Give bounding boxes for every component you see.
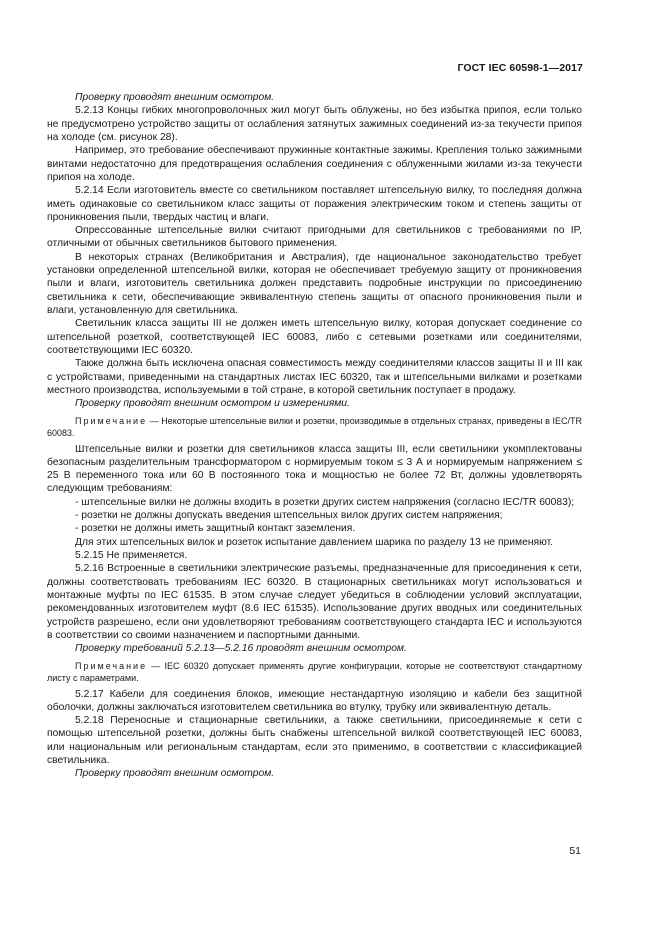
paragraph: Проверку требований 5.2.13—5.2.16 проводят внешним осмотром. bbox=[75, 643, 407, 655]
list-item: - розетки не должны допускать введения штепсельных вилок других систем напряжения; bbox=[75, 510, 503, 522]
paragraph: 5.2.14 Если изготовитель вместе со светильником поставляет штепсельную вилку, то последняя должна иметь одинаковые со светильником класс защиты от поражения электрическим током и степень защиты от проникновения пыли, твердых частиц и влаги. bbox=[47, 185, 582, 223]
paragraph: 5.2.18 Переносные и стационарные светильники, а также светильники, присоединяемые к сети с помощью штепсельной розетки, должны быть снабжены штепсельной вилкой соответствующей IEC 60083, или национальным или региональным стандартам, если это применимо, в соответствии с классификацией светильника. bbox=[47, 715, 582, 767]
paragraph: Светильник класса защиты III не должен иметь штепсельную вилку, которая допускает соединение со штепсельной розеткой, соответствующей IEC 60083, либо с сетевыми розетками или соединителями, соответствующими IEC 60320. bbox=[47, 318, 582, 356]
note-text: — IEC 60320 допускает применять другие конфигурации, которые не соответствуют стандартному листу с параметрами. bbox=[47, 660, 582, 683]
paragraph: 5.2.13 Концы гибких многопроволочных жил могут быть облужены, но без избытка припоя, если только не предусмотрено устройство защиты от ослабления затянутых зажимных соединений из-за текучести припоя на холоде (см. рисунок 28). bbox=[47, 105, 582, 143]
note-label: Примечание bbox=[75, 660, 148, 671]
paragraph: 5.2.15 Не применяется. bbox=[75, 550, 188, 561]
note-label: Примечание bbox=[75, 415, 148, 426]
list-item: - розетки не должны иметь защитный контакт заземления. bbox=[75, 523, 356, 535]
paragraph: В некоторых странах (Великобритания и Австралия), где национальное законодательство требует установки определенной штепсельной вилки, которая не обеспечивает требуемую защиту от проникновения пыли и влаги, изготовитель светильника должен представить подробные инструкции по присоединению светильника к сети, обеспечивающие эквивалентную степень защиты от опасного проникновения пыли и влаги, установленную для светильника. bbox=[47, 251, 582, 316]
note-text: — Некоторые штепсельные вилки и розетки, производимые в отдельных странах, приведены в IEC/TR 60083. bbox=[47, 415, 582, 438]
note bbox=[47, 660, 582, 684]
list-item: - штепсельные вилки не должны входить в розетки других систем напряжения (согласно IEC/TR 60083); bbox=[75, 496, 575, 508]
paragraph: Проверку проводят внешним осмотром и измерениями. bbox=[75, 398, 350, 410]
paragraph: Опрессованные штепсельные вилки считают пригодными для светильников с требованиями по IP, отличными от обычных светильников бытового применения. bbox=[47, 225, 582, 250]
page-number: 51 bbox=[569, 845, 581, 857]
paragraph: Проверку проводят внешним осмотром. bbox=[75, 768, 275, 780]
paragraph: Проверку проводят внешним осмотром. bbox=[75, 92, 275, 103]
note bbox=[47, 415, 582, 439]
paragraph: 5.2.16 Встроенные в светильники электрические разъемы, предназначенные для присоединения к сети, должны соответствовать требованиям IEC 60320. В стационарных светильниках могут использоваться и монтажные муфты по IEC 61535. В этом случае следует убедиться в соблюдении условий эксплуатации, рекомендованных изготовителем муфт (8.6 IEC 61535). Использование других вводных или соединительных устройств разрешено, если они удовлетворяют требованиям соответствующего стандарта IEC и используются в соответствии со своими назначением и паспортными данными. bbox=[47, 563, 582, 641]
paragraph: Для этих штепсельных вилок и розеток испытание давлением шарика по разделу 13 не применяют. bbox=[75, 536, 554, 548]
paragraph: Например, это требование обеспечивают пружинные контактные зажимы. Крепления только зажимными винтами недостаточно для предотвращения ослабления соединения с облуженными жилами из-за текучести припоя на холоде. bbox=[47, 145, 582, 183]
paragraph: 5.2.17 Кабели для соединения блоков, имеющие нестандартную изоляцию и кабели без защитной оболочки, должны заключаться изготовителем светильника во втулку, трубку или эквивалентную деталь. bbox=[47, 688, 582, 713]
standard-header: ГОСТ IEC 60598-1—2017 bbox=[457, 62, 583, 74]
paragraph: Также должна быть исключена опасная совместимость между соединителями классов защиты II и III как с устройствами, приведенными на стандартных листах IEC 60320, так и штепсельными вилками и розетками местного производства, используемыми в той стране, в которой светильник поступает в продажу. bbox=[47, 358, 582, 396]
document-body bbox=[47, 91, 582, 781]
paragraph: Штепсельные вилки и розетки для светильников класса защиты III, если светильники укомплектованы безопасным разделительным трансформатором с нормируемым током ≤ 3 А и нормируемым напряжением ≤ 25 В переменного тока или 60 В постоянного тока и мощностью не более 72 Вт, должны удовлетворять следующим требованиям: bbox=[47, 443, 582, 495]
